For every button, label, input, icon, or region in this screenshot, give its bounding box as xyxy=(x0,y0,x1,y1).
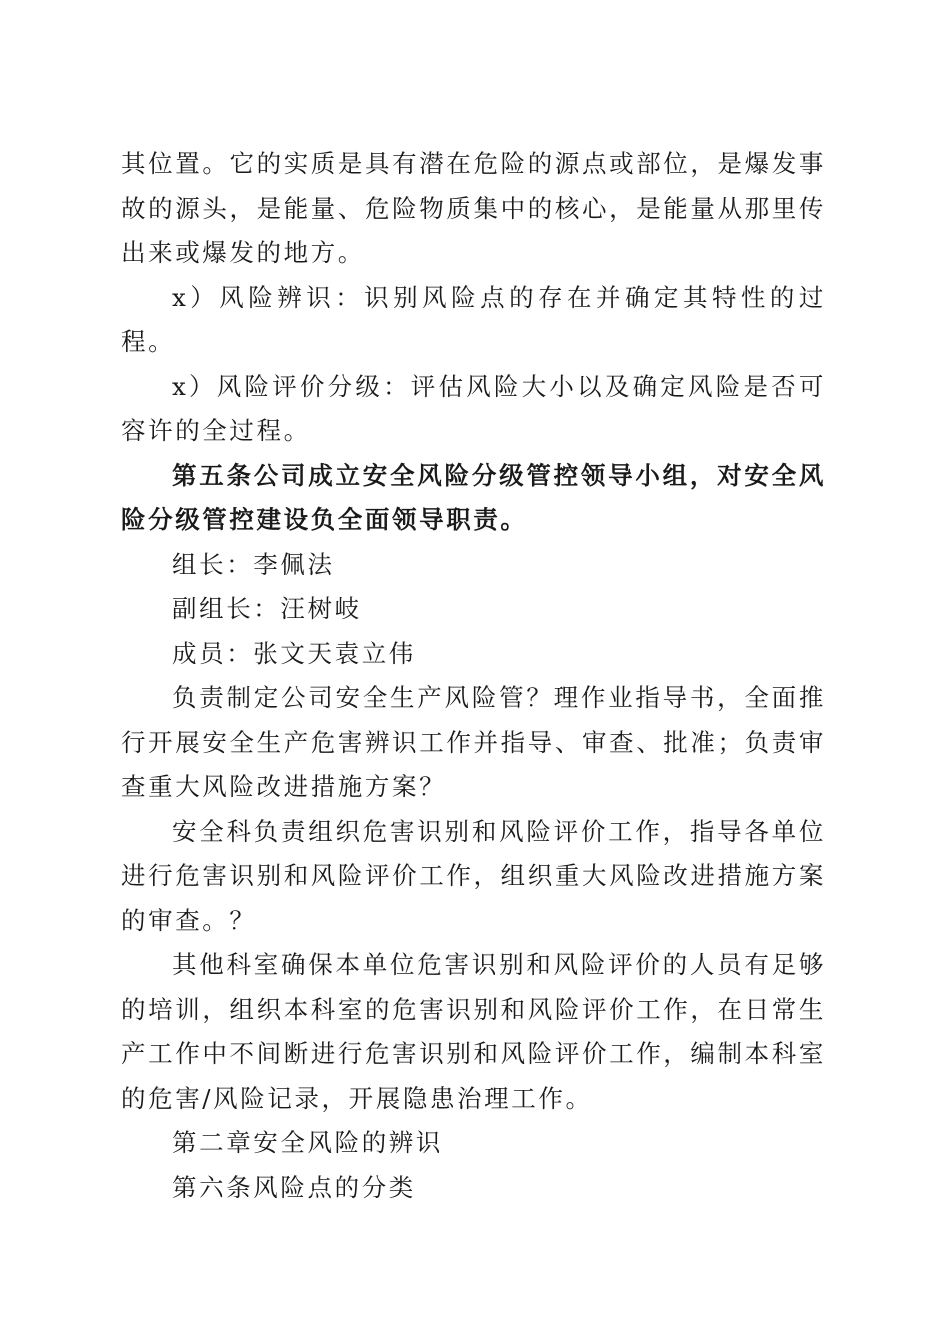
paragraph-leadership-duties: 负责制定公司安全生产风险管？理作业指导书，全面推行开展安全生产危害辨识工作并指导、审查、批准；负责审查重大风险改进措施方案？ xyxy=(121,683,826,801)
article-six-heading: 第六条风险点的分类 xyxy=(172,1172,416,1202)
paragraph-article-five: 第五条公司成立安全风险分级管控领导小组，对安全风险分级管控建设负全面领导职责。 xyxy=(121,460,826,534)
paragraph-members: 成员：张文天袁立伟 xyxy=(172,638,416,668)
paragraph-hazard-source-definition: 其位置。它的实质是具有潜在危险的源点或部位，是爆发事故的源头，是能量、危险物质集中的核心，是能量从那里传出来或爆发的地方。 xyxy=(121,149,826,267)
chapter-two-heading: 第二章安全风险的辨识 xyxy=(172,1128,443,1157)
document-page xyxy=(121,142,826,1210)
paragraph-risk-identification: x）风险辨识：识别风险点的存在并确定其特性的过程。 xyxy=(121,282,826,356)
paragraph-deputy-leader: 副组长：汪树岐 xyxy=(172,594,362,623)
paragraph-other-dept-duties: 其他科室确保本单位危害识别和风险评价的人员有足够的培训，组织本科室的危害识别和风险评价工作，在日常生产工作中不间断进行危害识别和风险评价工作，编制本科室的危害/风险记录，开展隐患治理工作。 xyxy=(121,950,826,1113)
paragraph-group-leader: 组长：李佩法 xyxy=(172,549,335,579)
paragraph-safety-dept-duties: 安全科负责组织危害识别和风险评价工作，指导各单位进行危害识别和风险评价工作，组织重大风险改进措施方案的审查。？ xyxy=(121,816,826,935)
paragraph-risk-evaluation: x）风险评价分级：评估风险大小以及确定风险是否可容许的全过程。 xyxy=(121,371,826,445)
